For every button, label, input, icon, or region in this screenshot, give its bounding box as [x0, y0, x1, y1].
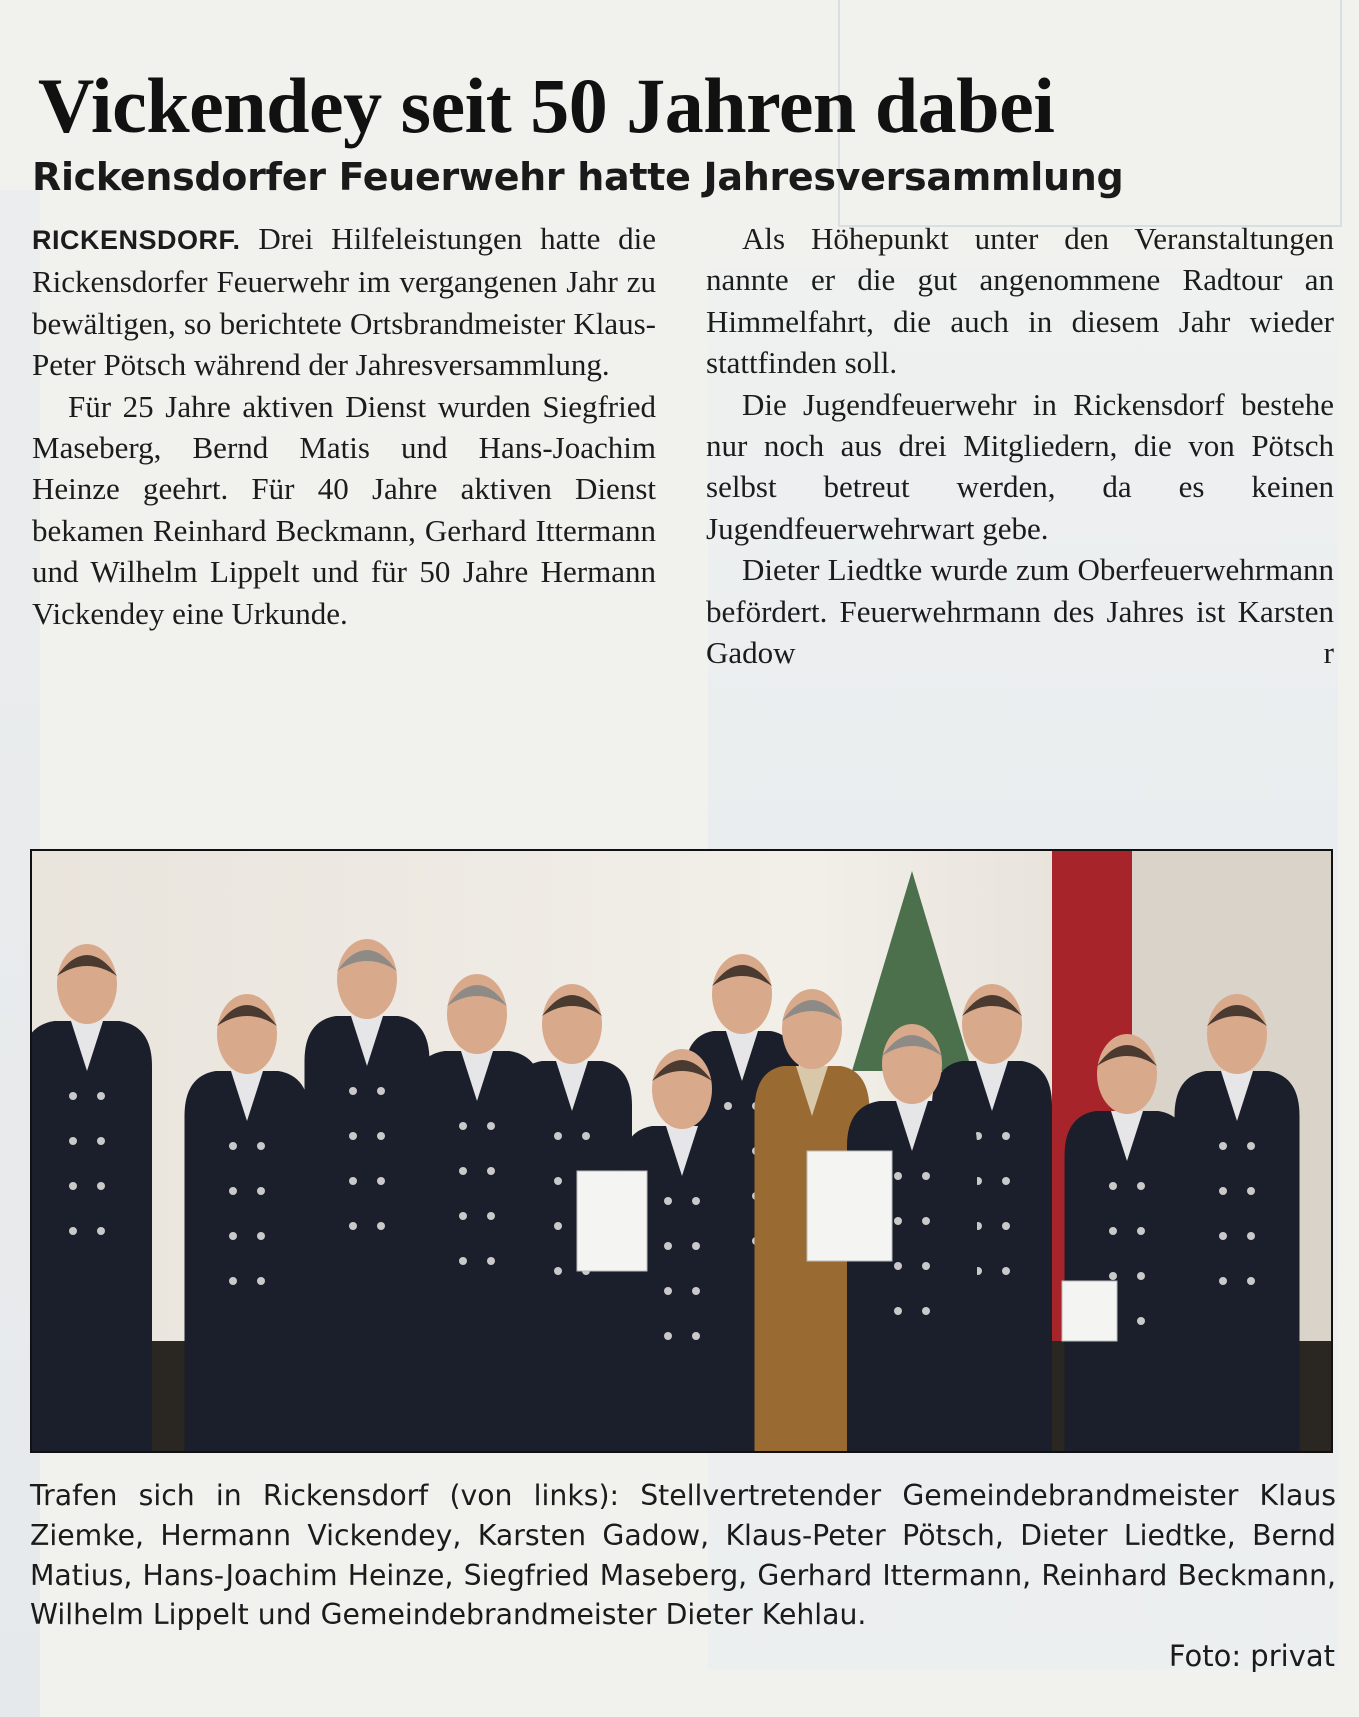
group-photo	[30, 849, 1333, 1453]
author-mark: r	[1323, 635, 1334, 671]
paragraph-5	[706, 549, 1334, 673]
paragraph-2: Für 25 Jahre aktiven Dienst wurden Siegfried Maseberg, Bernd Matis und Hans-Joachim Heinze geehrt. Für 40 Jahre aktiven Dienst bekamen Reinhard Beckmann, Gerhard Ittermann und Wilhelm Lippelt und für 50 Jahre Hermann Vickendey eine Urkunde.	[32, 388, 656, 631]
paragraph-4: Die Jugendfeuerwehr in Rickensdorf bestehe nur noch aus drei Mitgliedern, die von Pötsch selbst betreut werden, da es keinen Jugendfeuerwehrwart gebe.	[706, 386, 1334, 546]
article-column-left	[32, 218, 656, 634]
certificate	[577, 1171, 647, 1271]
certificate	[1062, 1281, 1117, 1341]
headline: Vickendey seit 50 Jahren dabei	[38, 62, 1055, 150]
group-photo-illustration	[32, 851, 1331, 1451]
paragraph-1-text: Drei Hilfeleistungen hatte die Rickensdorfer Feuerwehr im vergangenen Jahr zu bewältigen, so berichtete Ortsbrandmeister Klaus-Peter Pötsch während der Jahresversammlung.	[32, 221, 656, 383]
paragraph-1	[32, 218, 656, 386]
article-column-right	[706, 218, 1334, 673]
subheadline: Rickensdorfer Feuerwehr hatte Jahresversammlung	[32, 154, 1124, 199]
dateline: RICKENSDORF.	[32, 225, 241, 255]
photo-credit: Foto: privat	[1168, 1639, 1335, 1673]
paragraph-5-text: Dieter Liedtke wurde zum Oberfeuerwehrmann befördert. Feuerwehrmann des Jahres ist Karsten Gadow	[706, 552, 1334, 671]
photo-caption: Trafen sich in Rickensdorf (von links): Stellvertretender Gemeindebrandmeister Klaus Ziemke, Hermann Vickendey, Karsten Gadow, Klaus-Peter Pötsch, Dieter Liedtke, Bernd Matius, Hans-Joachim Heinze, Siegfried Maseberg, Gerhard Ittermann, Reinhard Beckmann, Wilhelm Lippelt und Gemeindebrandmeister Dieter Kehlau.	[30, 1479, 1336, 1632]
certificate	[807, 1151, 892, 1261]
paragraph-3: Als Höhepunkt unter den Veranstaltungen nannte er die gut angenommene Radtour an Himmelfahrt, die auch in diesem Jahr wieder stattfinden soll.	[706, 221, 1334, 381]
